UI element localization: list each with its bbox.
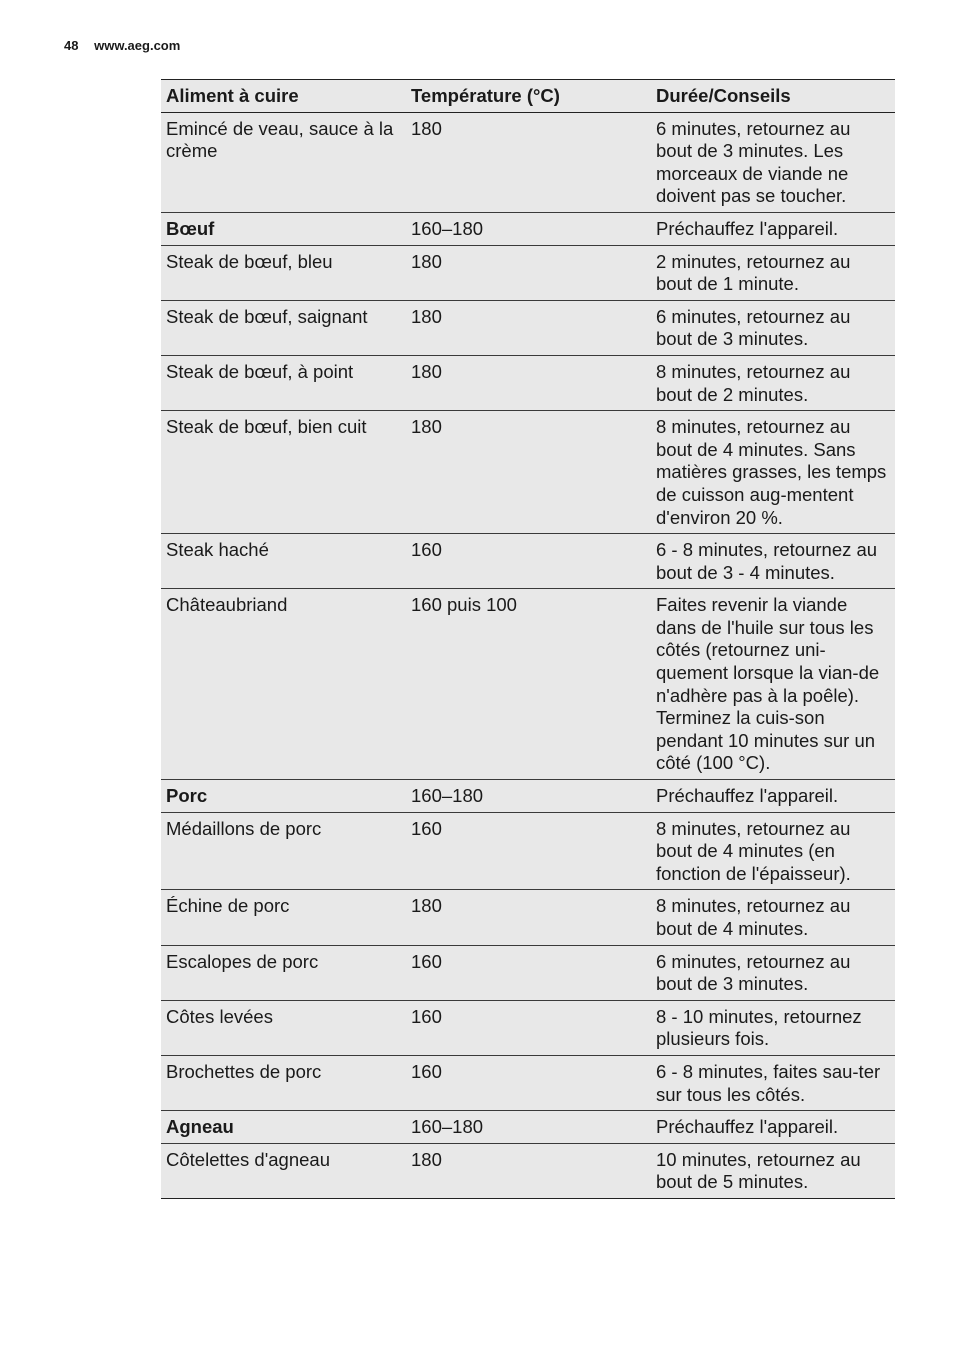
cell-duration: 6 - 8 minutes, faites sau-ter sur tous les côtés.	[651, 1055, 895, 1110]
table-row	[161, 112, 895, 212]
cell-temperature: 180	[406, 1143, 651, 1198]
table-row	[161, 534, 895, 589]
cell-duration: 6 minutes, retournez au bout de 3 minutes. Les morceaux de viande ne doivent pas se toucher.	[651, 112, 895, 212]
cell-food: Bœuf	[161, 212, 406, 245]
column-header-duration: Durée/Conseils	[651, 80, 895, 113]
cell-food: Steak haché	[161, 534, 406, 589]
cell-temperature: 160	[406, 1055, 651, 1110]
cell-duration: Faites revenir la viande dans de l'huile sur tous les côtés (retournez uni-quement lorsque la vian-de n'adhère pas à la poêle). Terminez la cuis-son pendant 10 minutes sur un côté (100 °C).	[651, 589, 895, 780]
table-row	[161, 890, 895, 945]
table-row	[161, 812, 895, 890]
cell-food: Steak de bœuf, saignant	[161, 300, 406, 355]
cell-duration: Préchauffez l'appareil.	[651, 780, 895, 813]
cell-food: Steak de bœuf, bleu	[161, 245, 406, 300]
table-category-row	[161, 780, 895, 813]
cell-food: Médaillons de porc	[161, 812, 406, 890]
cell-food: Châteaubriand	[161, 589, 406, 780]
cell-duration: 10 minutes, retournez au bout de 5 minutes.	[651, 1143, 895, 1198]
table-row	[161, 300, 895, 355]
table-row	[161, 1000, 895, 1055]
cell-food: Échine de porc	[161, 890, 406, 945]
column-header-food: Aliment à cuire	[161, 80, 406, 113]
cell-food: Côtelettes d'agneau	[161, 1143, 406, 1198]
table-row	[161, 1143, 895, 1198]
cell-temperature: 180	[406, 245, 651, 300]
cell-temperature: 160–180	[406, 212, 651, 245]
site-url: www.aeg.com	[94, 38, 181, 53]
cell-food: Côtes levées	[161, 1000, 406, 1055]
cell-food: Steak de bœuf, à point	[161, 355, 406, 410]
cell-food: Escalopes de porc	[161, 945, 406, 1000]
page-number: 48	[64, 38, 79, 53]
cell-duration: 2 minutes, retournez au bout de 1 minute.	[651, 245, 895, 300]
cell-temperature: 180	[406, 355, 651, 410]
cell-duration: Préchauffez l'appareil.	[651, 1111, 895, 1144]
cell-temperature: 180	[406, 890, 651, 945]
cell-duration: 6 minutes, retournez au bout de 3 minutes.	[651, 300, 895, 355]
cell-duration: 8 minutes, retournez au bout de 4 minutes. Sans matières grasses, les temps de cuisson aug-mentent d'environ 20 %.	[651, 411, 895, 534]
cell-temperature: 160–180	[406, 780, 651, 813]
table-row	[161, 411, 895, 534]
cell-temperature: 160–180	[406, 1111, 651, 1144]
cell-temperature: 160	[406, 1000, 651, 1055]
cell-temperature: 160	[406, 812, 651, 890]
cell-duration: 8 minutes, retournez au bout de 4 minutes (en fonction de l'épaisseur).	[651, 812, 895, 890]
table-header-row	[161, 80, 895, 113]
table-row	[161, 1055, 895, 1110]
cell-food: Steak de bœuf, bien cuit	[161, 411, 406, 534]
page-header	[64, 38, 180, 53]
table-row	[161, 245, 895, 300]
table-category-row	[161, 1111, 895, 1144]
cell-duration: Préchauffez l'appareil.	[651, 212, 895, 245]
cell-duration: 6 - 8 minutes, retournez au bout de 3 - 4 minutes.	[651, 534, 895, 589]
cell-duration: 8 minutes, retournez au bout de 4 minutes.	[651, 890, 895, 945]
cell-food: Agneau	[161, 1111, 406, 1144]
cell-food: Emincé de veau, sauce à la crème	[161, 112, 406, 212]
cell-duration: 8 minutes, retournez au bout de 2 minutes.	[651, 355, 895, 410]
cell-temperature: 160	[406, 534, 651, 589]
cell-temperature: 180	[406, 411, 651, 534]
table-row	[161, 945, 895, 1000]
table-category-row	[161, 212, 895, 245]
cell-temperature: 180	[406, 300, 651, 355]
cell-duration: 8 - 10 minutes, retournez plusieurs fois.	[651, 1000, 895, 1055]
column-header-temperature: Température (°C)	[406, 80, 651, 113]
table-row	[161, 355, 895, 410]
cell-food: Porc	[161, 780, 406, 813]
cooking-table	[161, 79, 895, 1199]
table-row	[161, 589, 895, 780]
cell-temperature: 180	[406, 112, 651, 212]
cell-temperature: 160 puis 100	[406, 589, 651, 780]
cell-temperature: 160	[406, 945, 651, 1000]
cell-food: Brochettes de porc	[161, 1055, 406, 1110]
cell-duration: 6 minutes, retournez au bout de 3 minutes.	[651, 945, 895, 1000]
